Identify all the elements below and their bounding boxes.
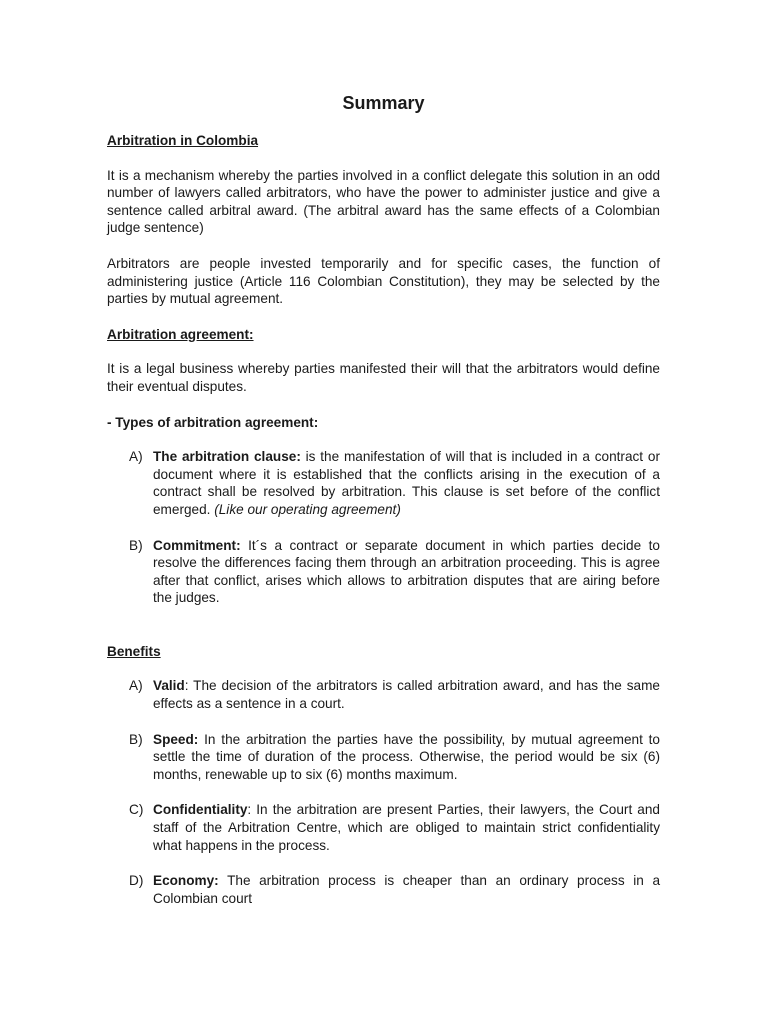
- list-item-confidentiality: [107, 801, 660, 854]
- paragraph-agreement-definition: It is a legal business whereby parties manifested their will that the arbitrators would define their eventual disputes.: [107, 361, 660, 394]
- paragraph-definition: It is a mechanism whereby the parties involved in a conflict delegate this solution in an odd number of lawyers called arbitrators, who have the power to administer justice and give a sentence called arbitral award. (The arbitral award has the same effects of a Colombian judge sentence): [107, 167, 660, 236]
- document-title: Summary: [342, 93, 425, 113]
- list-item-text: : In the arbitration are present Parties, their lawyers, the Court and staff of the Arbitration Centre, which are obliged to maintain strict confidentiality what happens in the process.: [153, 802, 660, 853]
- list-marker: B): [129, 731, 143, 747]
- list-item-term: Valid: [153, 678, 185, 694]
- list-item-text: In the arbitration the parties have the possibility, by mutual agreement to settle the time of duration of the process. Otherwise, the period would be six (6) months, renewable up to six (6) months maximum.: [153, 731, 660, 782]
- list-item-text: It´s a contract or separate document in which parties decide to resolve the differences facing them through an arbitration proceeding. This is agree after that conflict, arises which allows to arbitration disputes that are airing before the judges.: [153, 537, 660, 606]
- list-marker: D): [129, 873, 144, 889]
- subheading-types: - Types of arbitration agreement:: [107, 414, 319, 430]
- list-item-term: Economy:: [153, 873, 219, 889]
- list-item-text: is the manifestation of will that is included in a contract or document where it is established that the conflicts arising in the execution of a contract shall be resolved by arbitration. This clause is set before of the conflict emerged.: [153, 449, 660, 517]
- paragraph-arbitrators: Arbitrators are people invested temporarily and for specific cases, the function of administering justice (Article 116 Colombian Constitution), they may be selected by the parties by mutual agreement.: [107, 255, 660, 307]
- spacer: [107, 625, 660, 643]
- list-marker: A): [129, 449, 143, 465]
- list-item-speed: [107, 731, 660, 784]
- list-item-term: Confidentiality: [153, 802, 248, 818]
- section-heading-arbitration-agreement: Arbitration agreement:: [107, 326, 254, 342]
- document-page: [107, 92, 660, 925]
- list-item-economy: [107, 872, 660, 907]
- list-item-commitment: [107, 537, 660, 607]
- section-heading-benefits: Benefits: [107, 643, 161, 659]
- list-item-term: The arbitration clause:: [153, 449, 301, 465]
- list-item-note: (Like our operating agreement): [214, 501, 401, 517]
- agreement-types-list: [107, 448, 660, 607]
- list-item-valid: [107, 677, 660, 712]
- list-item-term: Speed:: [153, 731, 199, 747]
- benefits-list: [107, 677, 660, 907]
- list-item-text: The arbitration process is cheaper than an ordinary process in a Colombian court: [153, 873, 660, 906]
- section-heading-arbitration-in-colombia: Arbitration in Colombia: [107, 133, 259, 148]
- list-item-arbitration-clause: [107, 448, 660, 518]
- list-marker: A): [129, 678, 143, 694]
- list-marker: B): [129, 537, 143, 553]
- list-marker: C): [129, 802, 144, 818]
- list-item-term: Commitment:: [153, 537, 241, 553]
- list-item-text: : The decision of the arbitrators is called arbitration award, and has the same effects as a sentence in a court.: [153, 678, 660, 712]
